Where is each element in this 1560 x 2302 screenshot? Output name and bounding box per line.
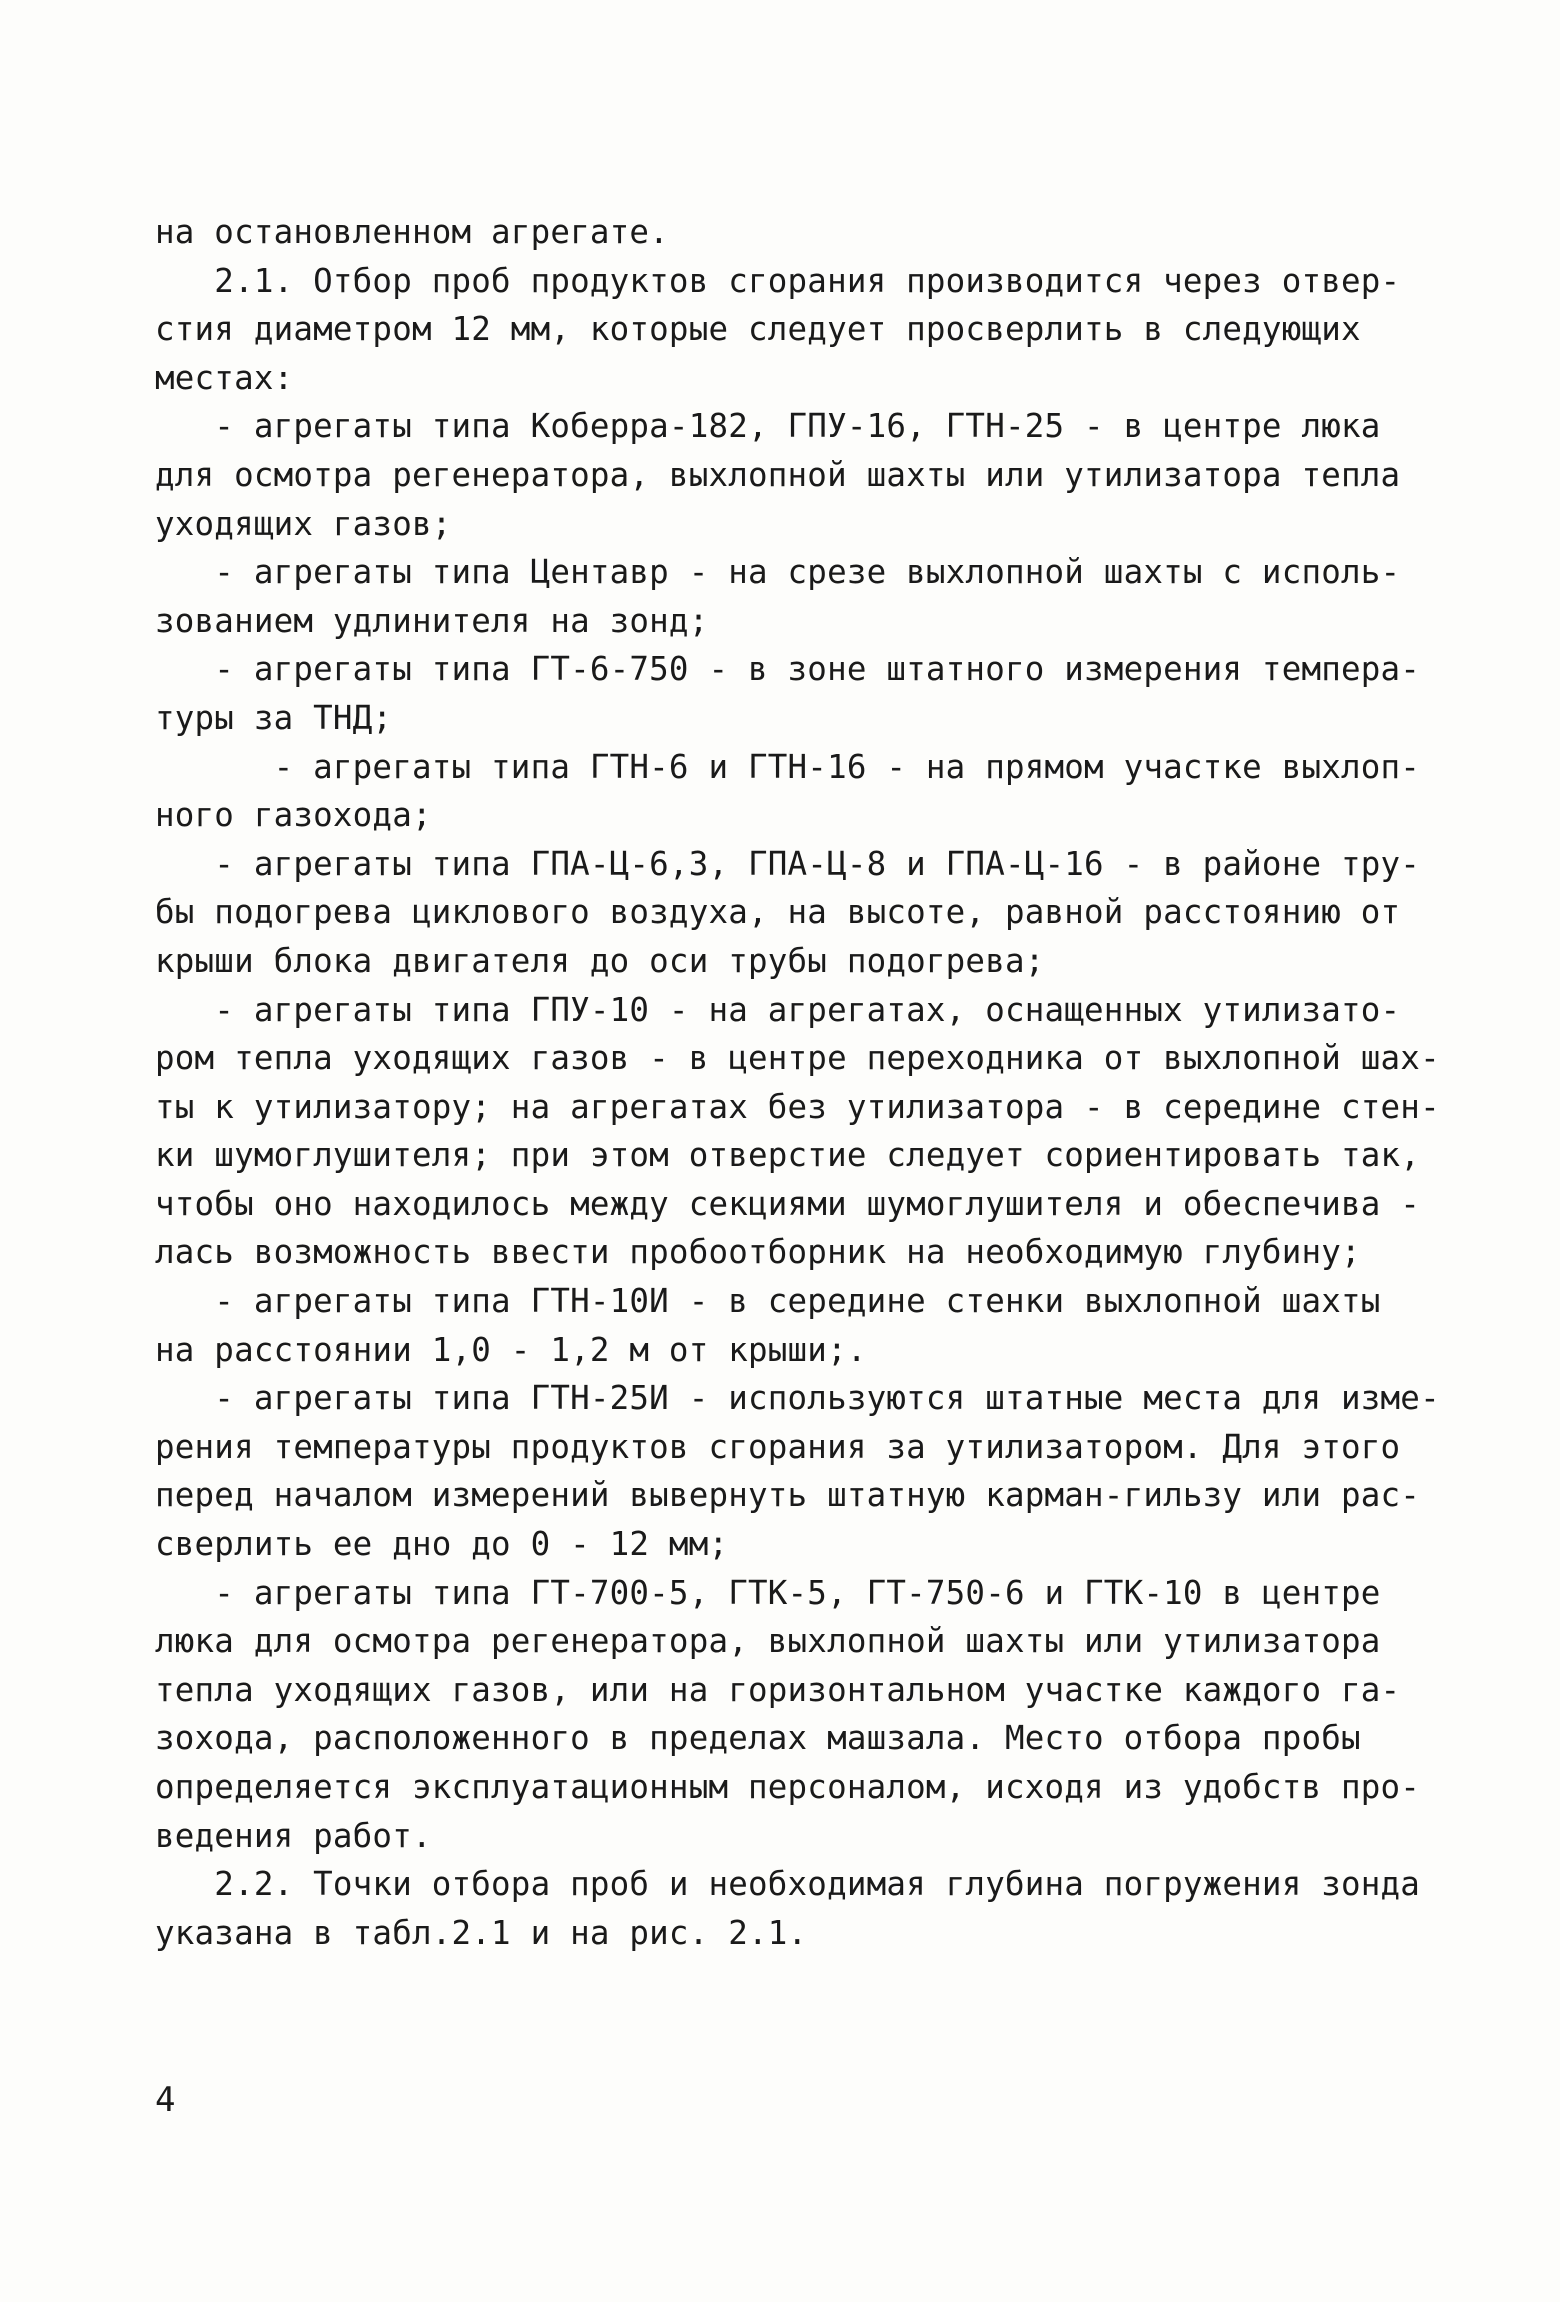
text-line: бы подогрева циклового воздуха, на высоте, равной расстоянию от xyxy=(155,893,1401,932)
text-line: - агрегаты типа ГТН-25И - используются штатные места для изме- xyxy=(155,1379,1440,1418)
text-line: - агрегаты типа ГПУ-10 - на агрегатах, оснащенных утилизато- xyxy=(155,990,1401,1029)
text-line: местах: xyxy=(155,358,294,397)
text-line: сверлить ее дно до 0 - 12 мм; xyxy=(155,1525,729,1564)
text-line: ты к утилизатору; на агрегатах без утилизатора - в середине стен- xyxy=(155,1087,1440,1126)
text-line: ром тепла уходящих газов - в центре переходника от выхлопной шах- xyxy=(155,1039,1440,1078)
text-line: - агрегаты типа ГТН-6 и ГТН-16 - на прямом участке выхлоп- xyxy=(155,747,1421,786)
text-line: - агрегаты типа Коберра-182, ГПУ-16, ГТН-25 - в центре люка xyxy=(155,407,1381,446)
text-line: на остановленном агрегате. xyxy=(155,213,669,251)
text-line: крыши блока двигателя до оси трубы подогрева; xyxy=(155,941,1045,980)
text-line: на расстоянии 1,0 - 1,2 м от крыши;. xyxy=(155,1330,867,1369)
text-line: указана в табл.2.1 и на рис. 2.1. xyxy=(155,1913,808,1952)
text-line: ного газохода; xyxy=(155,796,432,835)
text-line: уходящих газов; xyxy=(155,504,452,543)
text-line: 2.1. Отбор проб продуктов сгорания производится через отвер- xyxy=(155,261,1401,300)
text-line: перед началом измерений вывернуть штатную карман-гильзу или рас- xyxy=(155,1476,1421,1515)
text-line: лась возможность ввести пробоотборник на необходимую глубину; xyxy=(155,1233,1361,1272)
text-line: тепла уходящих газов, или на горизонтальном участке каждого га- xyxy=(155,1670,1401,1709)
text-line: рения температуры продуктов сгорания за утилизатором. Для этого xyxy=(155,1427,1401,1466)
text-line: ведения работ. xyxy=(155,1816,432,1855)
text-line: 2.2. Точки отбора проб и необходимая глубина погружения зонда xyxy=(155,1865,1421,1904)
text-line: зованием удлинителя на зонд; xyxy=(155,601,709,640)
text-line: туры за ТНД; xyxy=(155,698,393,737)
page-number: 4 xyxy=(155,2080,176,2120)
text-line: для осмотра регенератора, выхлопной шахты или утилизатора тепла xyxy=(155,455,1401,494)
text-line: определяется эксплуатационным персоналом, исходя из удобств про- xyxy=(155,1768,1421,1806)
text-line: - агрегаты типа Центавр - на срезе выхлопной шахты с исполь- xyxy=(155,553,1401,592)
text-line: - агрегаты типа ГПА-Ц-6,3, ГПА-Ц-8 и ГПА-Ц-16 - в районе тру- xyxy=(155,844,1421,883)
document-body xyxy=(155,208,1440,1957)
text-line: стия диаметром 12 мм, которые следует просверлить в следующих xyxy=(155,310,1361,349)
text-line: люка для осмотра регенератора, выхлопной шахты или утилизатора xyxy=(155,1622,1381,1661)
text-line: зохода, расположенного в пределах машзала. Место отбора пробы xyxy=(155,1719,1361,1758)
text-line: - агрегаты типа ГТН-10И - в середине стенки выхлопной шахты xyxy=(155,1282,1381,1321)
text-line: - агрегаты типа ГТ-6-750 - в зоне штатного измерения темпера- xyxy=(155,650,1421,689)
text-line: ки шумоглушителя; при этом отверстие следует сориентировать так, xyxy=(155,1136,1421,1175)
text-line: - агрегаты типа ГТ-700-5, ГТК-5, ГТ-750-6 и ГТК-10 в центре xyxy=(155,1573,1381,1612)
text-line: чтобы оно находилось между секциями шумоглушителя и обеспечива - xyxy=(155,1184,1421,1223)
